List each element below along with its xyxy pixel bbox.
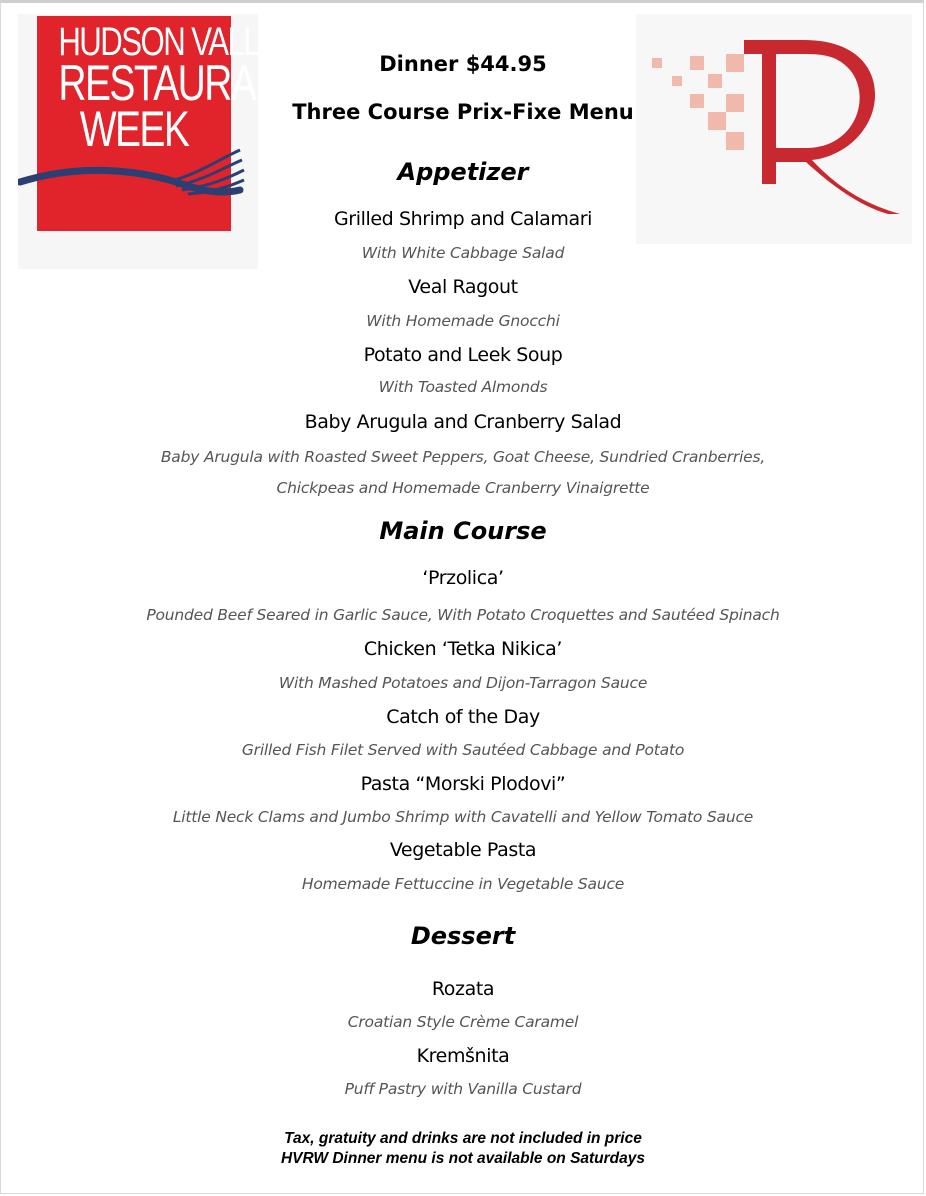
- menu-item-description: Homemade Fettuccine in Vegetable Sauce: [301, 875, 625, 893]
- menu-item-description: Croatian Style Crème Caramel: [347, 1013, 579, 1031]
- menu-item-description-cont: Chickpeas and Homemade Cranberry Vinaigrette: [276, 479, 650, 497]
- menu-item-name: Pasta “Morski Plodovi”: [360, 773, 566, 795]
- menu-item-description: With Mashed Potatoes and Dijon-Tarragon Sauce: [278, 674, 648, 692]
- hvrw-logo-line-1: HUDSON VALLEY: [58, 20, 298, 64]
- footer-note-1: Tax, gratuity and drinks are not included in price: [284, 1130, 642, 1147]
- hvrw-logo-line-2: RESTAURANT: [58, 55, 305, 111]
- menu-item-name: Vegetable Pasta: [389, 839, 537, 861]
- menu-item-description: With Homemade Gnocchi: [366, 312, 560, 330]
- price-line: Dinner $44.95: [379, 52, 547, 76]
- menu-subtitle: Three Course Prix-Fixe Menu: [292, 100, 634, 124]
- menu-item-name: Kremšnita: [416, 1045, 510, 1067]
- menu-item-name: ‘Przolica’: [422, 567, 504, 589]
- menu-item-description: Pounded Beef Seared in Garlic Sauce, With Potato Croquettes and Sautéed Spinach: [146, 606, 780, 624]
- menu-item-name: Catch of the Day: [386, 706, 540, 728]
- menu-item-description: Little Neck Clams and Jumbo Shrimp with Cavatelli and Yellow Tomato Sauce: [172, 808, 754, 826]
- footer-note-2: HVRW Dinner menu is not available on Saturdays: [280, 1150, 646, 1167]
- menu-item-name: Grilled Shrimp and Calamari: [333, 208, 593, 230]
- menu-item-name: Baby Arugula and Cranberry Salad: [304, 411, 622, 433]
- menu-item-description: With Toasted Almonds: [378, 378, 548, 396]
- menu-item-description: Grilled Fish Filet Served with Sautéed Cabbage and Potato: [241, 741, 685, 759]
- section-title-main-course: Main Course: [379, 517, 547, 545]
- section-title-dessert: Dessert: [410, 922, 516, 950]
- section-title-appetizer: Appetizer: [397, 158, 529, 186]
- menu-item-description: Baby Arugula with Roasted Sweet Peppers, Goat Cheese, Sundried Cranberries,: [160, 448, 766, 466]
- menu-item-description: With White Cabbage Salad: [361, 244, 565, 262]
- hvrw-logo-line-3: WEEK: [79, 101, 189, 157]
- menu-item-name: Chicken ‘Tetka Nikica’: [363, 638, 563, 660]
- menu-item-description: Puff Pastry with Vanilla Custard: [344, 1080, 582, 1098]
- menu-item-name: Potato and Leek Soup: [363, 344, 563, 366]
- menu-item-name: Veal Ragout: [408, 276, 518, 298]
- menu-item-name: Rozata: [431, 978, 495, 1000]
